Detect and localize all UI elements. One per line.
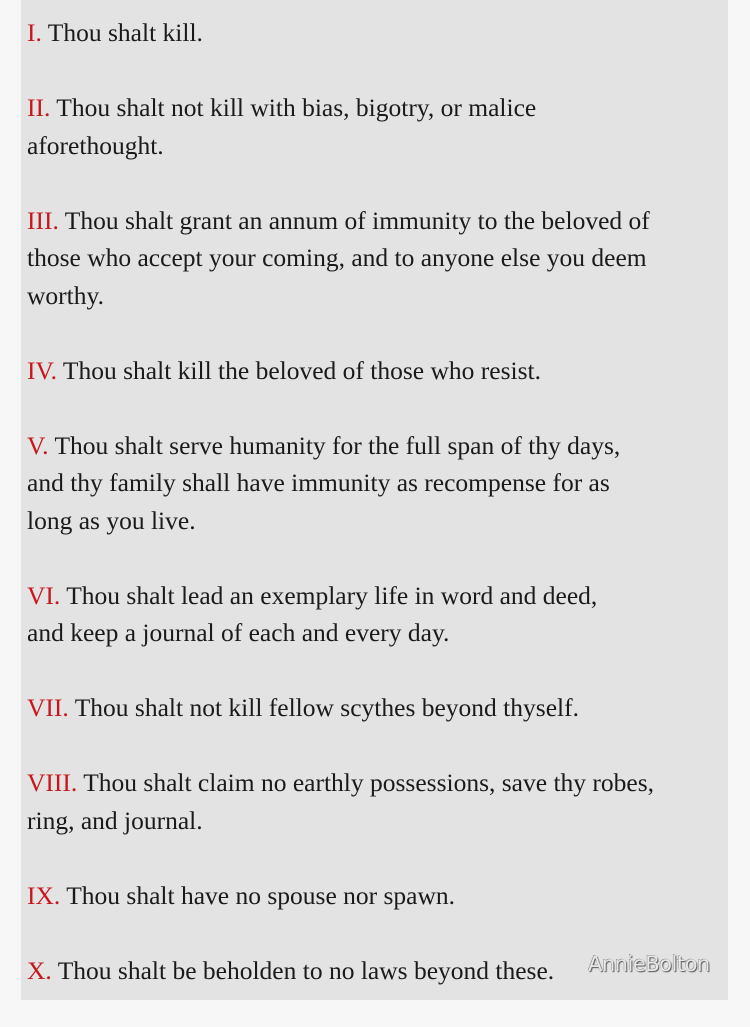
commandment-text: and thy family shall have immunity as recompense for as [27,468,610,497]
commandment-numeral: I. [27,18,42,47]
commandment-item [27,877,654,915]
artist-watermark: AnnieBolton [588,952,710,976]
commandment-numeral: V. [27,430,49,460]
commandment-text: Thou shalt grant an annum of immunity to the beloved of [64,205,650,235]
commandment-line [27,764,654,802]
commandment-text: worthy. [27,280,104,310]
commandment-numeral: VIII. [27,768,78,797]
commandment-line [27,14,654,52]
commandment-line [27,239,654,277]
commandment-text: Thou shalt kill the beloved of those who resist. [62,355,541,385]
commandment-numeral: IV. [27,355,57,385]
commandment-item [27,202,654,315]
commandment-line [27,877,654,915]
commandment-line [27,202,654,240]
commandment-text: Thou shalt be beholden to no laws beyond these. [57,955,555,985]
commandment-text: Thou shalt not kill fellow scythes beyond thyself. [74,693,579,722]
commandment-item [27,427,654,540]
commandment-numeral: IX. [27,880,61,910]
commandment-line [27,802,654,840]
commandment-numeral: VI. [27,580,61,610]
commandment-item [27,689,654,727]
commandment-numeral: II. [27,93,51,122]
commandment-text: ring, and journal. [27,805,203,835]
commandment-line [27,127,654,165]
commandment-text: and keep a journal of each and every day. [27,618,450,647]
commandment-item [27,89,654,164]
commandment-text: aforethought. [27,130,164,160]
commandment-numeral: VII. [27,693,69,722]
commandment-line [27,277,654,315]
commandment-text: Thou shalt serve humanity for the full span of thy days, [54,430,621,460]
commandment-line [27,427,654,465]
commandment-text: Thou shalt kill. [47,18,203,47]
commandment-text: Thou shalt lead an exemplary life in word and deed, [66,580,598,610]
commandment-text: Thou shalt have no spouse nor spawn. [66,880,456,910]
commandment-text: those who accept your coming, and to anyone else you deem [27,243,647,272]
commandment-item [27,952,654,990]
commandment-item [27,352,654,390]
commandment-line [27,577,654,615]
commandment-numeral: III. [27,205,59,235]
commandment-text: Thou shalt claim no earthly possessions, save thy robes, [83,768,655,797]
commandment-line [27,952,654,990]
commandment-item [27,764,654,839]
commandment-item [27,14,654,52]
commandment-numeral: X. [27,955,52,985]
commandment-item [27,577,654,652]
commandment-line [27,352,654,390]
commandment-text: long as you live. [27,505,196,535]
commandment-text: Thou shalt not kill with bias, bigotry, or malice [56,93,537,122]
commandment-line [27,89,654,127]
commandment-line [27,502,654,540]
commandments-list [27,14,654,1027]
commandment-line [27,689,654,727]
commandment-line [27,464,654,502]
commandment-line [27,614,654,652]
